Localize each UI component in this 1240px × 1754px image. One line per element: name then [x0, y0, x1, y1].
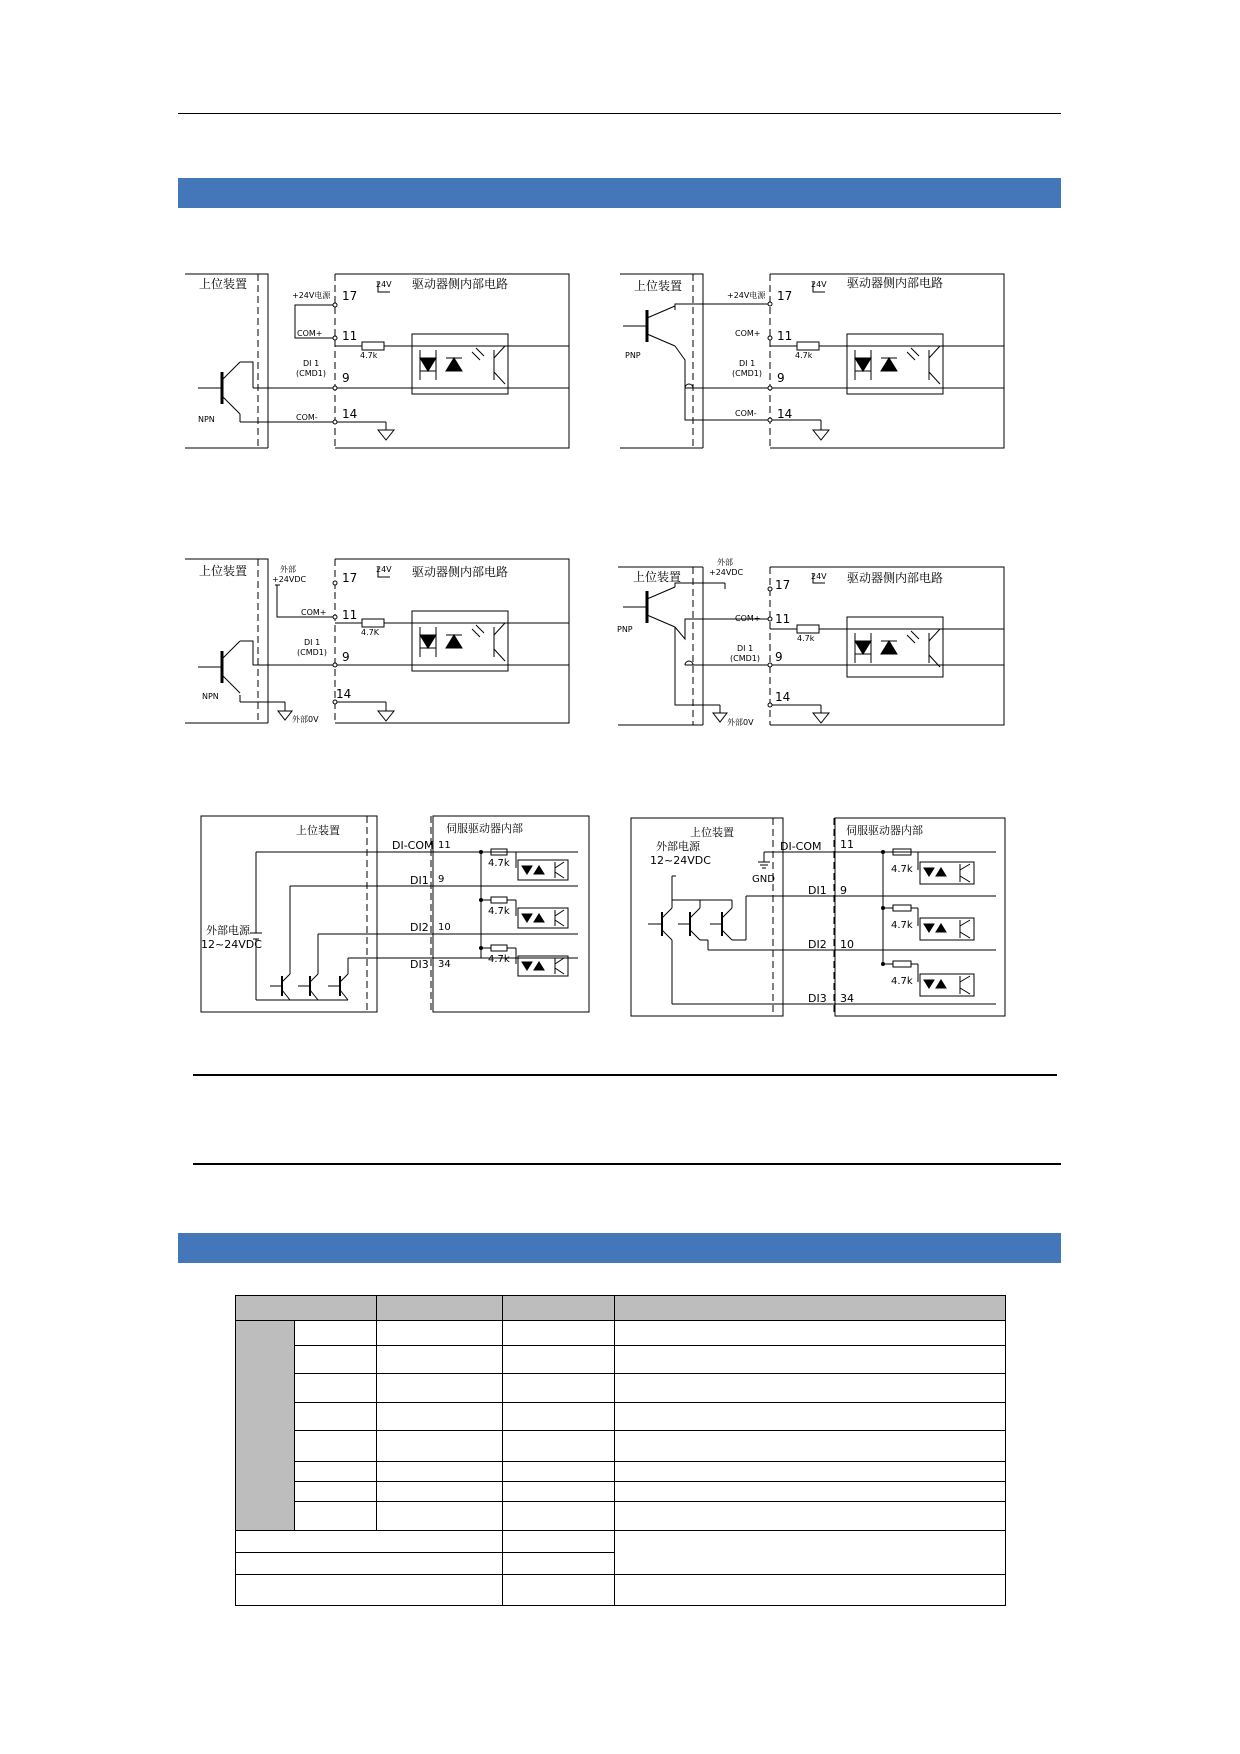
pin-9: 9: [438, 874, 445, 885]
table-cell: [295, 1345, 377, 1373]
table-cell: [236, 1530, 503, 1552]
host-label: 上位装置: [199, 564, 248, 578]
npn-label: NPN: [198, 415, 215, 424]
diagram-multi-pnp: [628, 812, 1010, 1022]
table-cell: [615, 1530, 1006, 1575]
table-row: [236, 1530, 1006, 1552]
diagram-pnp-external-supply: [615, 555, 1007, 735]
table-cell: [615, 1431, 1006, 1461]
pin-11: 11: [777, 329, 793, 343]
resistor-label: 4.7k: [795, 351, 813, 360]
host-label: 上位装置: [199, 277, 248, 291]
di-com-label: DI-COM: [780, 840, 822, 853]
note-top-rule: [193, 1074, 1057, 1076]
table-cell: [503, 1461, 615, 1481]
table-cell: [503, 1575, 615, 1606]
resistor-label-1: 4.7k: [488, 858, 510, 869]
table-cell: [236, 1575, 503, 1606]
pin-14: 14: [777, 407, 793, 421]
servo-label: 伺服驱动器内部: [446, 822, 523, 835]
table-header-cell: [377, 1296, 503, 1321]
com-plus-label: COM+: [735, 329, 761, 338]
ext-voltage-label: 12~24VDC: [650, 854, 711, 867]
table-header-cell: [503, 1296, 615, 1321]
pin-10: 10: [840, 938, 854, 951]
v24-label: 24V: [811, 280, 827, 289]
table-cell: [503, 1402, 615, 1430]
host-label: 上位装置: [296, 824, 340, 837]
servo-label: 伺服驱动器内部: [846, 824, 923, 837]
table-cell: [503, 1431, 615, 1461]
table-cell: [295, 1481, 377, 1501]
ext-voltage-label: +24VDC: [272, 575, 307, 584]
di3-label: DI3: [410, 958, 429, 971]
cmd1-label: (CMD1): [730, 654, 760, 663]
resistor-label: 4.7K: [361, 628, 379, 637]
pin-14: 14: [336, 687, 352, 701]
resistor-label-2: 4.7k: [891, 920, 913, 931]
ext-supply-label: 外部电源: [206, 924, 250, 937]
resistor-label-2: 4.7k: [488, 906, 510, 917]
table-cell: [615, 1502, 1006, 1530]
table-header-row: [236, 1296, 1006, 1321]
table-cell: [503, 1345, 615, 1373]
com-plus-label: COM+: [301, 608, 327, 617]
table-row: [236, 1461, 1006, 1481]
table-cell: [377, 1374, 503, 1402]
table-cell: [377, 1481, 503, 1501]
pin-9: 9: [840, 884, 847, 897]
table-cell: [615, 1481, 1006, 1501]
pin-34: 34: [438, 959, 451, 970]
pnp-label: PNP: [625, 351, 641, 360]
table-group-cell: [236, 1321, 295, 1530]
supply-label: +24V电源: [292, 291, 331, 300]
pin-17: 17: [777, 289, 793, 303]
driver-label: 驱动器侧内部电路: [847, 571, 944, 585]
cmd1-label: (CMD1): [732, 369, 762, 378]
table-cell: [295, 1502, 377, 1530]
pin-17: 17: [342, 289, 358, 303]
driver-label: 驱动器侧内部电路: [847, 276, 944, 290]
supply-label: +24V电源: [727, 291, 766, 300]
di2-label: DI2: [808, 938, 827, 951]
table-cell: [377, 1461, 503, 1481]
diagram-npn-internal-supply: [180, 270, 572, 454]
pin-9: 9: [775, 650, 783, 664]
table-cell: [503, 1481, 615, 1501]
table-cell: [295, 1431, 377, 1461]
driver-label: 驱动器侧内部电路: [412, 565, 509, 579]
pin-11: 11: [438, 840, 451, 851]
pin-11: 11: [775, 612, 791, 626]
pin-11: 11: [342, 329, 358, 343]
table-cell: [615, 1402, 1006, 1430]
table-cell: [615, 1461, 1006, 1481]
v24-label: 24V: [811, 572, 827, 581]
di1-label: DI1: [808, 884, 827, 897]
cmd1-label: (CMD1): [297, 648, 327, 657]
section-band-1: [178, 178, 1061, 208]
pin-9: 9: [342, 371, 350, 385]
pin-10: 10: [438, 922, 451, 933]
resistor-label-1: 4.7k: [891, 864, 913, 875]
table-row: [236, 1575, 1006, 1606]
di-com-label: DI-COM: [392, 839, 434, 852]
di1-label: DI 1: [304, 638, 321, 647]
di1-label: DI 1: [737, 644, 754, 653]
table-header-cell: [615, 1296, 1006, 1321]
driver-label: 驱动器侧内部电路: [412, 277, 509, 291]
resistor-label-3: 4.7k: [891, 976, 913, 987]
host-label: 上位装置: [634, 279, 683, 293]
di1-label: DI 1: [739, 359, 756, 368]
table-cell: [236, 1553, 503, 1575]
table-cell: [503, 1321, 615, 1345]
com-plus-label: COM+: [297, 329, 323, 338]
di2-label: DI2: [410, 921, 429, 934]
pin-9: 9: [777, 371, 785, 385]
header-rule: [178, 113, 1061, 114]
diagram-npn-external-supply: [180, 555, 572, 735]
pnp-label: PNP: [617, 625, 633, 634]
table-row: [236, 1431, 1006, 1461]
cmd1-label: (CMD1): [296, 369, 326, 378]
table-cell: [377, 1345, 503, 1373]
table-row: [236, 1345, 1006, 1373]
ext-supply-label: 外部电源: [656, 840, 700, 853]
table-cell: [503, 1502, 615, 1530]
table-row: [236, 1374, 1006, 1402]
gnd-label: GND: [752, 874, 775, 885]
pin-14: 14: [342, 407, 358, 421]
note-bottom-rule: [193, 1163, 1061, 1165]
table-cell: [615, 1374, 1006, 1402]
pin-17: 17: [775, 578, 791, 592]
di1-label: DI1: [410, 874, 429, 887]
host-label: 上位装置: [690, 826, 734, 839]
resistor-label: 4.7k: [797, 634, 815, 643]
table-cell: [377, 1431, 503, 1461]
ext-voltage-label: +24VDC: [709, 568, 744, 577]
table-cell: [295, 1461, 377, 1481]
table-cell: [377, 1402, 503, 1430]
ext-label: 外部: [280, 565, 296, 574]
ext-voltage-label: 12~24VDC: [201, 938, 262, 951]
table-cell: [615, 1575, 1006, 1606]
ext-0v-label: 外部0V: [292, 715, 319, 724]
host-label: 上位装置: [633, 570, 682, 584]
table-row: [236, 1402, 1006, 1430]
pin-11: 11: [840, 838, 854, 851]
table-row: [236, 1481, 1006, 1501]
pin-34: 34: [840, 992, 854, 1005]
pin-14: 14: [775, 690, 791, 704]
table-cell: [503, 1530, 615, 1552]
pin-9: 9: [342, 650, 350, 664]
resistor-label-3: 4.7k: [488, 954, 510, 965]
com-minus-label: COM-: [735, 409, 757, 418]
table-header-cell: [236, 1296, 377, 1321]
table-cell: [295, 1374, 377, 1402]
table-cell: [503, 1374, 615, 1402]
ext-label: 外部: [717, 558, 733, 567]
npn-label: NPN: [202, 692, 219, 701]
table-row: [236, 1502, 1006, 1530]
pin-11: 11: [342, 608, 358, 622]
v24-label: 24V: [376, 565, 392, 574]
table-row: [236, 1321, 1006, 1345]
table-cell: [615, 1345, 1006, 1373]
pin-17: 17: [342, 571, 358, 585]
di1-label: DI 1: [303, 359, 320, 368]
diagram-pnp-internal-supply: [615, 270, 1007, 454]
section-band-2: [178, 1233, 1061, 1263]
ext-0v-label: 外部0V: [727, 718, 754, 727]
table-cell: [377, 1321, 503, 1345]
v24-label: 24V: [376, 280, 392, 289]
table-cell: [295, 1321, 377, 1345]
table-cell: [377, 1502, 503, 1530]
resistor-label: 4.7k: [360, 351, 378, 360]
table-cell: [503, 1553, 615, 1575]
diagram-multi-npn: [198, 810, 598, 1018]
table-cell: [295, 1402, 377, 1430]
com-minus-label: COM-: [296, 413, 318, 422]
table-cell: [615, 1321, 1006, 1345]
com-plus-label: COM+: [735, 614, 761, 623]
di3-label: DI3: [808, 992, 827, 1005]
spec-table: [235, 1295, 1006, 1606]
